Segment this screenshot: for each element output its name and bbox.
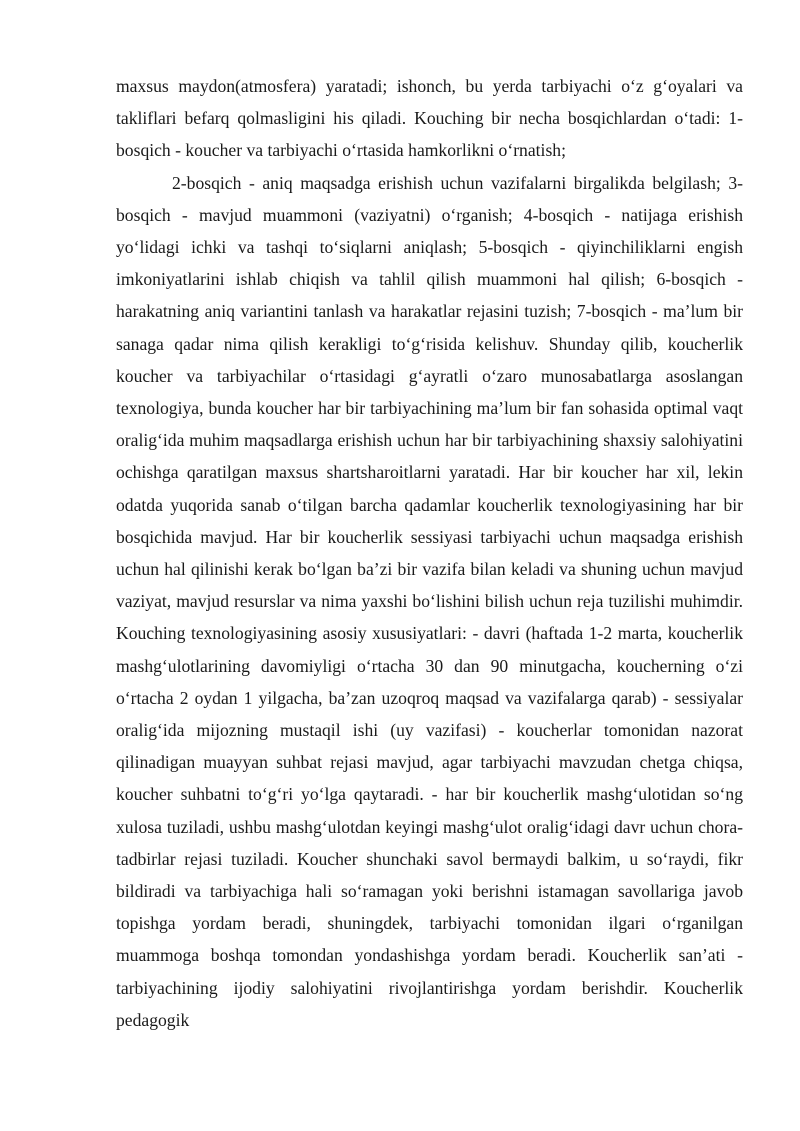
paragraph-2: 2-bosqich - aniq maqsadga erishish uchun vazifalarni birgalikda belgilash; 3-bosqich - mavjud muammoni (vaziyatni) o‘rganish; 4-bosqich - natijaga erishish yo‘lidagi ichki va tashqi to‘siqlarni aniqlash; 5-bosqich - qiyinchiliklarni engish imkoniyatlarini ishlab chiqish va tahlil qilish muammoni hal qilish; 6-bosqich - harakatning aniq variantini tanlash va harakatlar rejasini tuzish; 7-bosqich - ma’lum bir sanaga qadar nima qilish kerakligi to‘g‘risida kelishuv. Shunday qilib, koucherlik koucher va tarbiyachilar o‘rtasidagi g‘ayratli o‘zaro munosabatlarga asoslangan texnologiya, bunda koucher har bir tarbiyachining ma’lum bir fan sohasida optimal vaqt oralig‘ida muhim maqsadlarga erishish uchun har bir tarbiyachining shaxsiy salohiyatini ochishga qaratilgan maxsus shartsharoitlarni yaratadi. Har bir koucher har xil, lekin odatda yuqorida sanab o‘tilgan barcha qadamlar koucherlik texnologiyasining har bir bosqichida mavjud. Har bir koucherlik sessiyasi tarbiyachi uchun maqsadga erishish uchun hal qilinishi kerak bo‘lgan ba’zi bir vazifa bilan keladi va shuning uchun mavjud vaziyat, mavjud resurslar va nima yaxshi bo‘lishini bilish uchun reja tuzilishi muhimdir. Kouching texnologiyasining asosiy xususiyatlari: - davri (haftada 1-2 marta, koucherlik mashg‘ulotlarining davomiyligi o‘rtacha 30 dan 90 minutgacha, koucherning o‘zi o‘rtacha 2 oydan 1 yilgacha, ba’zan uzoqroq maqsad va vazifalarga qarab) - sessiyalar oralig‘ida mijozning mustaqil ishi (uy vazifasi) - koucherlar tomonidan nazorat qilinadigan muayyan suhbat rejasi mavjud, agar tarbiyachi mavzudan chetga chiqsa, koucher suhbatni to‘g‘ri yo‘lga qaytaradi. - har bir koucherlik mashg‘ulotidan so‘ng xulosa tuziladi, ushbu mashg‘ulotdan keyingi mashg‘ulot oralig‘idagi davr uchun chora-tadbirlar rejasi tuziladi. Koucher shunchaki savol bermaydi balkim, u so‘raydi, fikr bildiradi va tarbiyachiga hali so‘ramagan yoki berishni istamagan savollariga javob topishga yordam beradi, shuningdek, tarbiyachi tomonidan ilgari o‘rganilgan muammoga boshqa tomondan yondashishga yordam beradi. Koucherlik san’ati - tarbiyachining ijodiy salohiyatini rivojlantirishga yordam berishdir. Koucherlik pedagogik — [116, 172, 743, 1030]
body-text — [116, 70, 743, 1036]
paragraph-1: maxsus maydon(atmosfera) yaratadi; ishonch, bu yerda tarbiyachi o‘z g‘oyalari va takliflari befarq qolmasligini his qiladi. Kouching bir necha bosqichlardan o‘tadi: 1-bosqich - koucher va tarbiyachi o‘rtasida hamkorlikni o‘rnatish; — [116, 76, 743, 161]
